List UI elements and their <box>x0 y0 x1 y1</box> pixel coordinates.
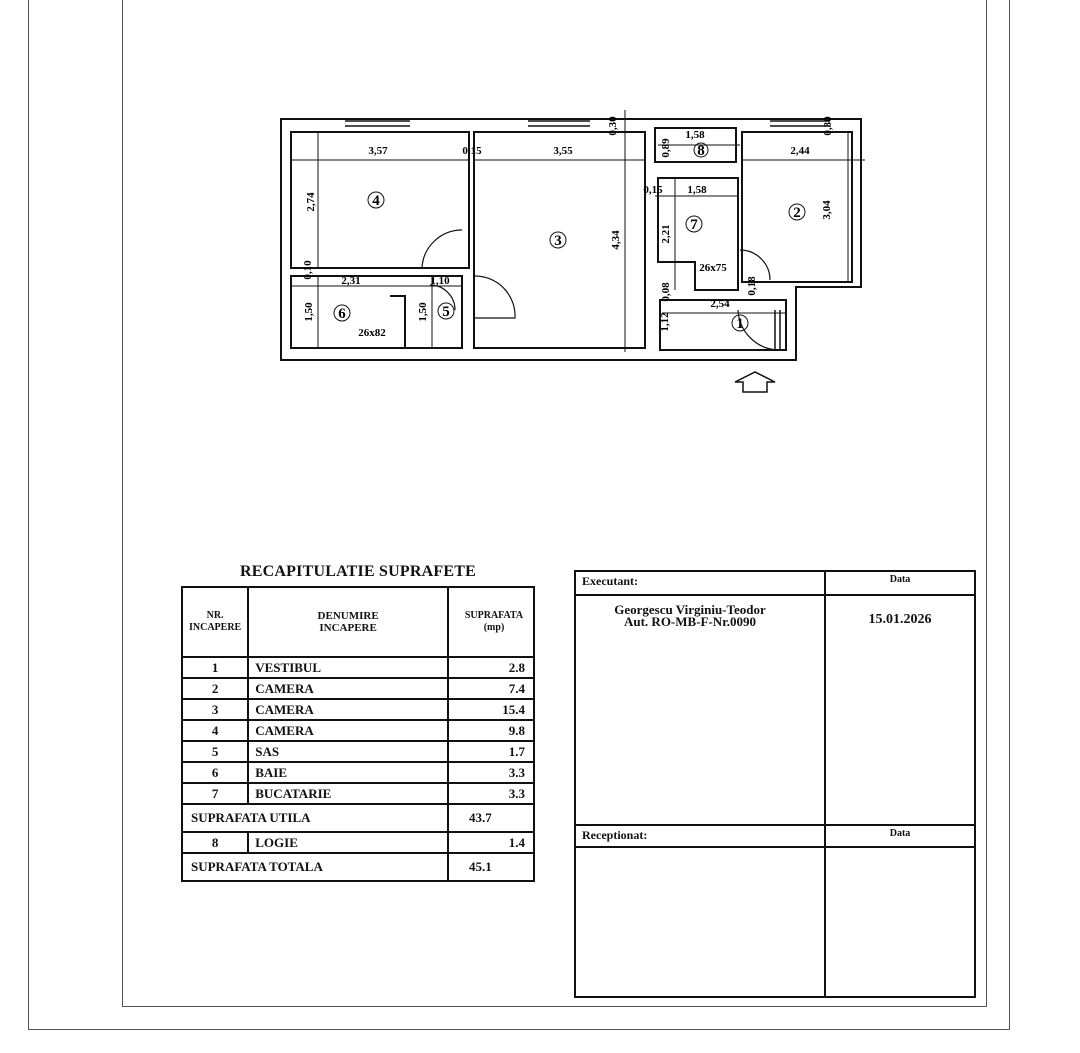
table-row: 8 LOGIE 1.4 <box>182 832 534 853</box>
header-area: SUPRAFATA (mp) <box>448 587 534 657</box>
dim-text: 2,74 <box>305 192 317 212</box>
dim-text: 4,34 <box>610 230 622 250</box>
executant-label: Executant: <box>575 571 825 595</box>
executant-date-label: Data <box>825 571 975 595</box>
recap-table <box>181 586 535 882</box>
recap-title: RECAPITULATIE SUPRAFETE <box>240 563 476 580</box>
room-number-6: 6 <box>338 306 346 322</box>
signature-table <box>574 570 976 998</box>
entrance-arrow-icon <box>735 372 775 392</box>
dim-text: 0,08 <box>660 282 672 302</box>
room-number-5: 5 <box>442 304 450 320</box>
dim-text: 0,15 <box>462 145 482 157</box>
room-number-3: 3 <box>554 233 562 249</box>
dim-text: 3,55 <box>553 145 573 157</box>
header-name: DENUMIRE INCAPERE <box>248 587 448 657</box>
dim-text: 3,04 <box>821 200 833 220</box>
dim-text: 1,10 <box>430 275 450 287</box>
executant-date-cell <box>825 595 975 825</box>
dim-text: 3,57 <box>368 145 388 157</box>
receptionat-label: Receptionat: <box>575 825 825 847</box>
room-number-8: 8 <box>697 143 705 159</box>
executant-authorization: Aut. RO-MB-F-Nr.0090 <box>623 614 757 629</box>
dim-text: 2,31 <box>341 275 361 287</box>
dim-text: 2,44 <box>790 145 810 157</box>
recap-header-row <box>182 587 534 657</box>
table-row: 1 VESTIBUL 2.8 <box>182 657 534 678</box>
dim-text: 0,10 <box>302 260 314 280</box>
table-row: 4 CAMERA 9.8 <box>182 720 534 741</box>
dim-text: 1,12 <box>659 312 671 332</box>
dim-text: 2,54 <box>710 298 730 310</box>
room-number-2: 2 <box>793 205 801 221</box>
util-area-row: SUPRAFATA UTILA 43.7 <box>182 804 534 832</box>
total-area-row: SUPRAFATA TOTALA 45.1 <box>182 853 534 881</box>
receptionat-date-cell <box>825 847 975 997</box>
dim-text: 0,15 <box>643 184 663 196</box>
dim-text: 0,18 <box>746 276 758 296</box>
executant-name: Georgescu Virginiu-Teodor <box>614 602 766 617</box>
table-row: 6 BAIE 3.3 <box>182 762 534 783</box>
table-row: 3 CAMERA 15.4 <box>182 699 534 720</box>
executant-date: 15.01.2026 <box>868 612 932 627</box>
dim-text: 0,89 <box>660 138 672 158</box>
receptionat-cell <box>575 847 825 997</box>
header-nr: NR. INCAPERE <box>182 587 248 657</box>
room-number-1: 1 <box>736 316 744 332</box>
receptionat-date-label: Data <box>825 825 975 847</box>
table-row: 2 CAMERA 7.4 <box>182 678 534 699</box>
dim-text: 2,21 <box>660 224 672 244</box>
dim-text: 26x75 <box>699 262 727 274</box>
dim-text: 1,50 <box>303 302 315 322</box>
dim-text: 1,58 <box>685 129 705 141</box>
dim-text: 0,30 <box>607 116 619 136</box>
dim-text: 26x82 <box>358 327 386 339</box>
executant-cell <box>575 595 825 825</box>
dim-text: 0,30 <box>822 116 834 136</box>
dimension-texts <box>302 116 834 339</box>
room-number-7: 7 <box>690 217 698 233</box>
table-row: 7 BUCATARIE 3.3 <box>182 783 534 804</box>
dim-text: 1,50 <box>417 302 429 322</box>
table-row: 5 SAS 1.7 <box>182 741 534 762</box>
dim-text: 1,58 <box>687 184 707 196</box>
room-number-4: 4 <box>372 193 380 209</box>
